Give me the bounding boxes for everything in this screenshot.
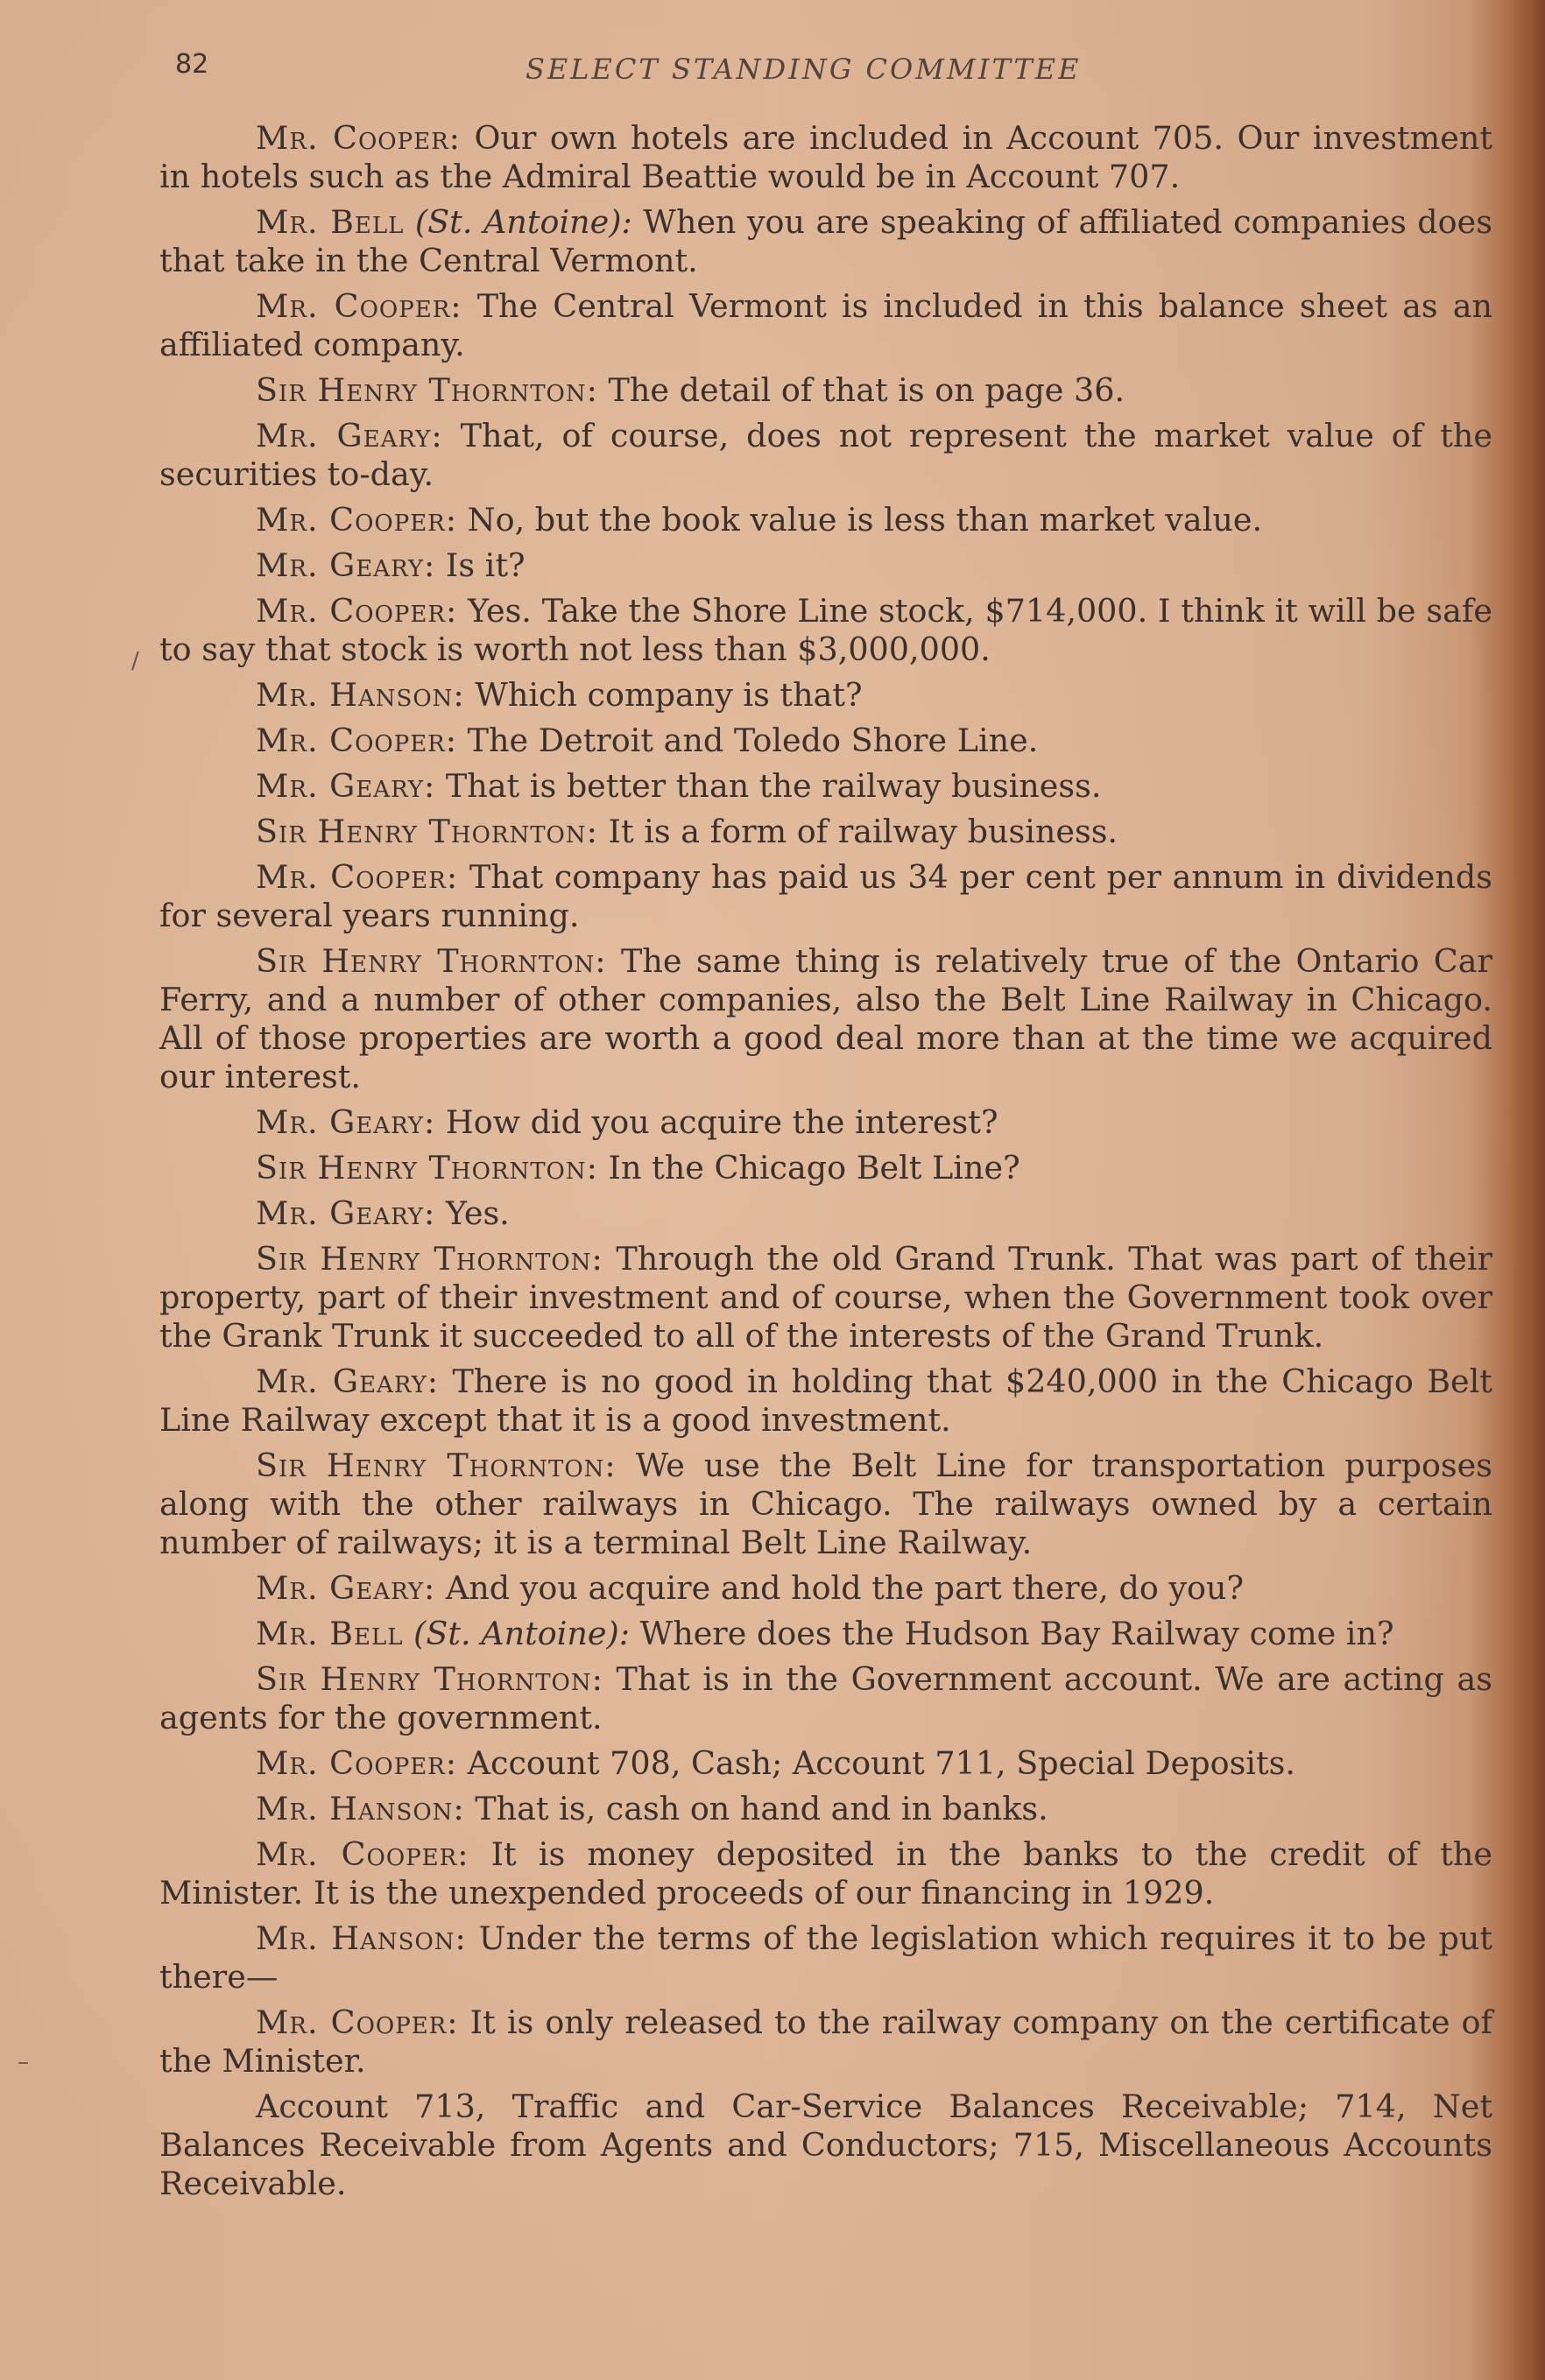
speaker: Mr. Bell xyxy=(256,203,405,241)
speaker: Mr. Cooper: xyxy=(256,119,461,157)
speaker: Mr. Cooper: xyxy=(256,1744,458,1782)
paragraph xyxy=(159,287,1492,364)
speech-text: It is a form of railway business. xyxy=(608,813,1118,850)
speech-text: That is in the Government account. We are acting as agents for the government. xyxy=(159,1660,1493,1736)
margin-dash-mark: – xyxy=(18,2049,29,2075)
speaker-affiliation: (St. Antoine): xyxy=(413,1615,631,1652)
margin-pencil-mark: / xyxy=(131,648,139,674)
paragraph xyxy=(159,203,1492,280)
paragraph xyxy=(159,722,1492,760)
speech-text: The Detroit and Toledo Shore Line. xyxy=(467,722,1039,759)
speech-text: Is it? xyxy=(445,546,526,584)
speaker: Sir Henry Thornton: xyxy=(256,1660,603,1698)
paragraph xyxy=(159,942,1492,1096)
speaker: Sir Henry Thornton: xyxy=(256,1149,598,1186)
speech-text: That is, cash on hand and in banks. xyxy=(475,1790,1048,1827)
speech-text: When you are speaking of affiliated companies does that take in the Central Vermont. xyxy=(159,203,1492,279)
paragraph xyxy=(159,2088,1492,2203)
speaker: Mr. Cooper: xyxy=(256,592,458,630)
speech-text: No, but the book value is less than market value. xyxy=(467,501,1263,539)
paragraph xyxy=(159,1240,1492,1355)
speaker: Mr. Hanson: xyxy=(256,1790,465,1827)
speaker: Sir Henry Thornton: xyxy=(256,1447,617,1484)
speaker: Mr. Geary: xyxy=(256,1363,440,1400)
paragraph xyxy=(159,501,1492,539)
paragraph xyxy=(159,417,1492,494)
paragraph xyxy=(159,1103,1492,1142)
paragraph xyxy=(159,1615,1492,1653)
page-header xyxy=(175,49,1498,93)
speaker: Mr. Geary: xyxy=(256,546,436,584)
paragraph xyxy=(159,371,1492,410)
speaker: Mr. Hanson: xyxy=(256,676,465,714)
speech-text: It is money deposited in the banks to the credit of the Minister. It is the unexpended proceeds of our financing in 1929. xyxy=(159,1835,1493,1912)
paragraph xyxy=(159,119,1492,196)
speaker: Mr. Geary: xyxy=(256,417,443,454)
speaker: Mr. Cooper: xyxy=(256,1835,469,1873)
paragraph xyxy=(159,813,1492,851)
page-number: 82 xyxy=(175,49,209,80)
speaker: Sir Henry Thornton: xyxy=(256,1240,603,1278)
speaker: Mr. Cooper: xyxy=(256,858,459,896)
paragraph xyxy=(159,2003,1492,2081)
paragraph xyxy=(159,858,1492,935)
speaker: Mr. Cooper: xyxy=(256,2003,459,2041)
paragraph xyxy=(159,676,1492,715)
speech-text: Account 713, Traffic and Car-Service Balances Receivable; 714, Net Balances Receivable from Agents and Conductors; 715, Miscellaneous Accounts Receivable. xyxy=(159,2088,1492,2202)
speech-text: Under the terms of the legislation which requires it to be put there— xyxy=(159,1919,1493,1996)
speech-text: We use the Belt Line for transportation purposes along with the other railways in Chicago. The railways owned by a certain number of railways; it is a terminal Belt Line Railway. xyxy=(159,1447,1492,1561)
speech-text: Yes. Take the Shore Line stock, $714,000. I think it will be safe to say that stock is worth not less than $3,000,000. xyxy=(159,592,1492,668)
speech-text: Which company is that? xyxy=(475,676,863,714)
speaker: Mr. Cooper: xyxy=(256,287,462,325)
speaker: Mr. Hanson: xyxy=(256,1919,467,1957)
paragraph xyxy=(159,767,1492,806)
speaker: Sir Henry Thornton: xyxy=(256,371,598,409)
speaker: Sir Henry Thornton: xyxy=(256,942,607,980)
paragraph xyxy=(159,592,1492,669)
speaker: Mr. Geary: xyxy=(256,1194,436,1232)
speech-text: That is better than the railway business. xyxy=(445,767,1102,805)
paragraph xyxy=(159,1919,1492,1996)
speech-text: Yes. xyxy=(445,1194,510,1232)
speech-text: That company has paid us 34 per cent per annum in dividends for several years running. xyxy=(159,858,1493,934)
paragraph xyxy=(159,1447,1492,1562)
speaker: Mr. Geary: xyxy=(256,767,436,805)
transcript-body xyxy=(159,119,1492,2210)
paragraph xyxy=(159,1569,1492,1608)
speaker: Sir Henry Thornton: xyxy=(256,813,598,850)
paragraph xyxy=(159,1790,1492,1828)
speech-text: Through the old Grand Trunk. That was part of their property, part of their investment and of course, when the Government took over the Grank Trunk it succeeded to all of the interests of the Grand Trunk. xyxy=(159,1240,1493,1355)
speaker: Mr. Cooper: xyxy=(256,501,458,539)
speech-text: Where does the Hudson Bay Railway come in? xyxy=(639,1615,1394,1652)
speaker: Mr. Cooper: xyxy=(256,722,458,759)
speech-text: In the Chicago Belt Line? xyxy=(608,1149,1020,1186)
speaker-affiliation: (St. Antoine): xyxy=(414,203,632,241)
speech-text: How did you acquire the interest? xyxy=(445,1103,998,1141)
speech-text: There is no good in holding that $240,000 in the Chicago Belt Line Railway except that it is a good investment. xyxy=(159,1363,1492,1439)
paragraph xyxy=(159,1149,1492,1187)
speech-text: That, of course, does not represent the market value of the securities to-day. xyxy=(159,417,1492,493)
speech-text: The Central Vermont is included in this balance sheet as an affiliated company. xyxy=(159,287,1492,363)
speech-text: The same thing is relatively true of the Ontario Car Ferry, and a number of other companies, also the Belt Line Railway in Chicago. All of those properties are worth a good deal more than at the time we acquired our interest. xyxy=(159,942,1493,1095)
speech-text: And you acquire and hold the part there, do you? xyxy=(445,1569,1245,1607)
speech-text: Account 708, Cash; Account 711, Special Deposits. xyxy=(467,1744,1295,1782)
page-edge-shading xyxy=(1510,0,1545,2380)
speech-text: It is only released to the railway company on the certificate of the Minister. xyxy=(159,2003,1492,2080)
speech-text: Our own hotels are included in Account 705. Our investment in hotels such as the Admiral Beattie would be in Account 707. xyxy=(159,119,1492,195)
running-head: SELECT STANDING COMMITTEE xyxy=(526,53,1082,86)
paragraph xyxy=(159,546,1492,585)
speaker: Mr. Geary: xyxy=(256,1103,436,1141)
paragraph xyxy=(159,1363,1492,1440)
paragraph xyxy=(159,1744,1492,1783)
speaker: Mr. Geary: xyxy=(256,1569,436,1607)
paragraph xyxy=(159,1660,1492,1737)
speaker: Mr. Bell xyxy=(256,1615,404,1652)
paragraph xyxy=(159,1194,1492,1233)
speech-text: The detail of that is on page 36. xyxy=(608,371,1125,409)
paragraph xyxy=(159,1835,1492,1912)
